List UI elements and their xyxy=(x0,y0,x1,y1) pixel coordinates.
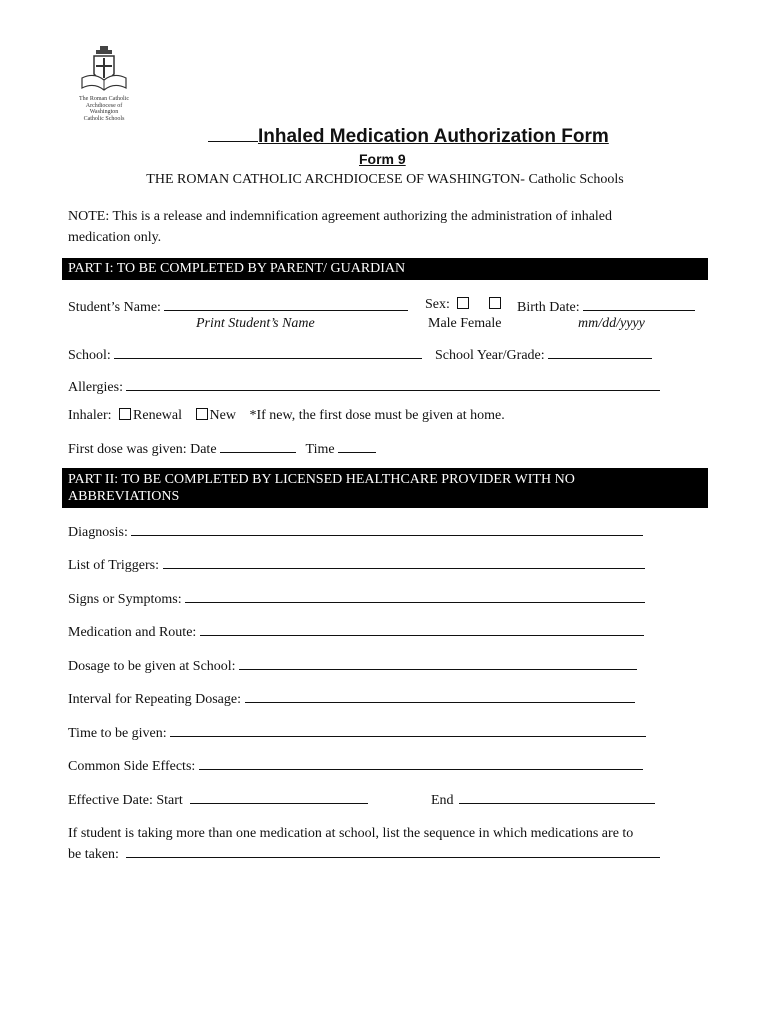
interval-row xyxy=(68,689,635,708)
symptoms-input[interactable] xyxy=(185,589,645,603)
symptoms-row xyxy=(68,589,645,608)
effective-start-input[interactable] xyxy=(190,790,368,804)
inhaler-row xyxy=(68,408,505,424)
part1-heading: PART I: TO BE COMPLETED BY PARENT/ GUARDIAN xyxy=(62,258,708,280)
triggers-label: List of Triggers: xyxy=(68,558,160,573)
new-label: New xyxy=(209,408,236,423)
student-name-row xyxy=(68,297,408,316)
effective-end-label: End xyxy=(431,793,454,808)
time-given-row xyxy=(68,723,646,742)
print-name-hint: Print Student’s Name xyxy=(196,316,315,331)
medication-row xyxy=(68,622,644,641)
school-label: School: xyxy=(68,348,111,363)
school-year-label: School Year/Grade: xyxy=(435,348,545,363)
birth-date-input[interactable] xyxy=(583,297,695,311)
logo-text: The Roman Catholic Archdiocese of Washington Catholic Schools xyxy=(79,96,129,122)
student-name-label: Student’s Name: xyxy=(68,300,161,315)
medication-label: Medication and Route: xyxy=(68,625,197,640)
form-title: Inhaled Medication Authorization Form xyxy=(208,125,609,148)
first-dose-time-input[interactable] xyxy=(338,439,376,453)
birth-date-hint: mm/dd/yyyy xyxy=(578,316,645,331)
school-year-input[interactable] xyxy=(548,345,652,359)
renewal-label: Renewal xyxy=(133,408,183,423)
sex-options-label: Male Female xyxy=(428,316,502,331)
dosage-label: Dosage to be given at School: xyxy=(68,659,236,674)
side-effects-row xyxy=(68,756,643,775)
sequence-input[interactable] xyxy=(126,844,660,858)
renewal-checkbox[interactable] xyxy=(119,408,131,420)
medication-input[interactable] xyxy=(200,622,644,636)
birth-date-label: Birth Date: xyxy=(517,300,580,315)
inhaler-label: Inhaler: xyxy=(68,408,112,423)
interval-input[interactable] xyxy=(245,689,635,703)
triggers-input[interactable] xyxy=(163,555,645,569)
part2-heading: PART II: TO BE COMPLETED BY LICENSED HEALTHCARE PROVIDER WITH NO ABBREVIATIONS xyxy=(62,468,708,508)
side-effects-label: Common Side Effects: xyxy=(68,759,196,774)
allergies-label: Allergies: xyxy=(68,380,123,395)
effective-end-row xyxy=(431,790,655,809)
sequence-text: If student is taking more than one medication at school, list the sequence in which medications are to be taken: xyxy=(68,823,660,865)
crest-icon xyxy=(76,44,132,96)
birth-date-row xyxy=(517,297,695,316)
sex-label: Sex: xyxy=(425,297,450,312)
time-given-label: Time to be given: xyxy=(68,726,167,741)
archdiocese-logo xyxy=(76,44,132,124)
effective-start-label: Effective Date: Start xyxy=(68,793,183,808)
sex-male-checkbox[interactable] xyxy=(457,297,469,309)
diagnosis-row xyxy=(68,522,643,541)
school-year-row xyxy=(435,345,652,364)
school-input[interactable] xyxy=(114,345,422,359)
note-text: NOTE: This is a release and indemnification agreement authorizing the administration of inhaled medication only. xyxy=(68,209,613,245)
sex-female-checkbox[interactable] xyxy=(489,297,501,309)
dosage-input[interactable] xyxy=(239,656,637,670)
new-checkbox[interactable] xyxy=(196,408,208,420)
student-name-input[interactable] xyxy=(164,297,408,311)
first-dose-label: First dose was given: Date xyxy=(68,442,217,457)
time-label: Time xyxy=(305,442,335,457)
symptoms-label: Signs or Symptoms: xyxy=(68,592,182,607)
form-number: Form 9 xyxy=(359,151,406,167)
triggers-row xyxy=(68,555,645,574)
effective-end-input[interactable] xyxy=(459,790,655,804)
sequence-label: be taken: xyxy=(68,847,119,862)
dosage-row xyxy=(68,656,637,675)
effective-start-row xyxy=(68,790,368,809)
side-effects-input[interactable] xyxy=(199,756,643,770)
school-row xyxy=(68,345,422,364)
diagnosis-label: Diagnosis: xyxy=(68,525,128,540)
allergies-input[interactable] xyxy=(126,377,660,391)
interval-label: Interval for Repeating Dosage: xyxy=(68,692,241,707)
diagnosis-input[interactable] xyxy=(131,522,643,536)
allergies-row xyxy=(68,377,660,396)
new-note: *If new, the first dose must be given at home. xyxy=(249,408,505,423)
organization-name: THE ROMAN CATHOLIC ARCHDIOCESE OF WASHINGTON- Catholic Schools xyxy=(146,172,624,187)
first-dose-row xyxy=(68,439,376,458)
time-given-input[interactable] xyxy=(170,723,646,737)
first-dose-date-input[interactable] xyxy=(220,439,296,453)
sex-row xyxy=(425,297,503,313)
